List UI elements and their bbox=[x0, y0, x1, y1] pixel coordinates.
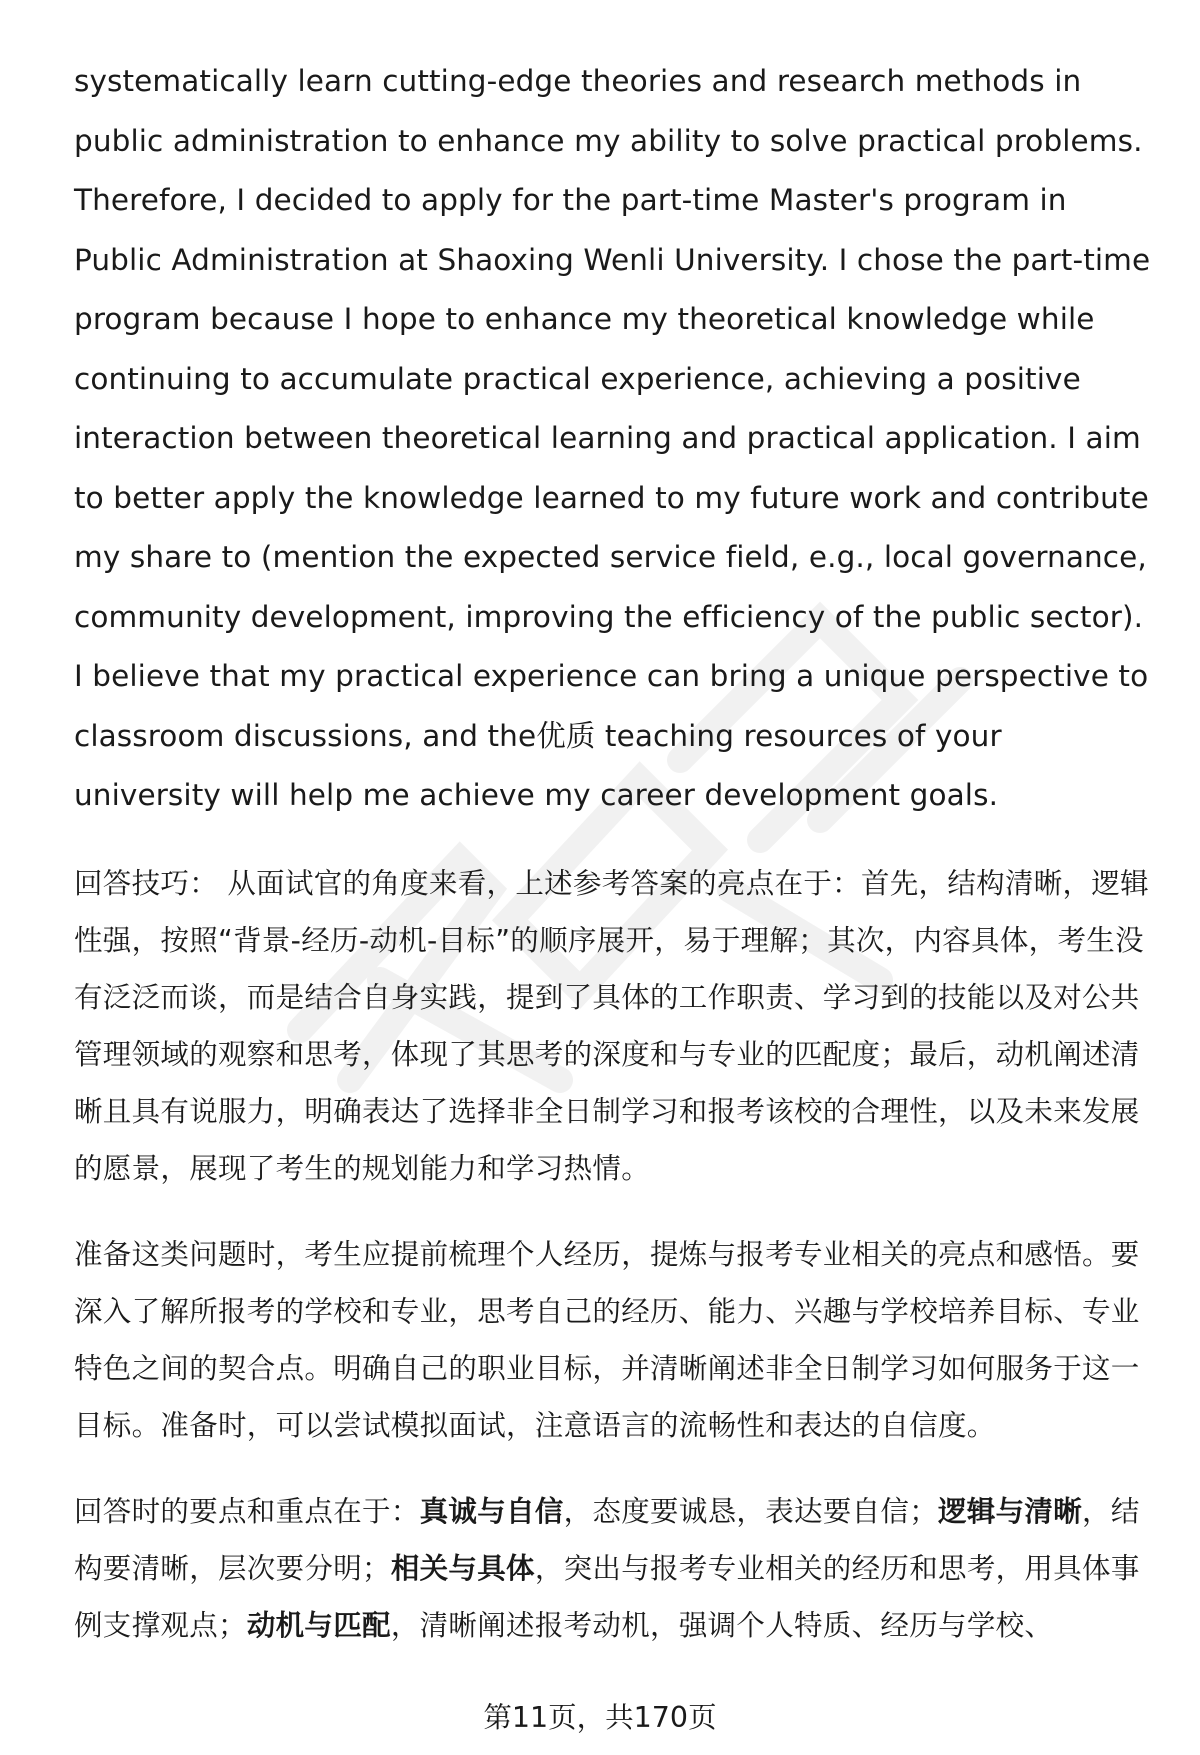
paragraph-key-points bbox=[74, 1483, 1154, 1654]
key-point-logic-text: ，结构要清晰，层次要分明； bbox=[74, 1494, 1140, 1585]
paragraph-preparation-advice: 准备这类问题时，考生应提前梳理个人经历，提炼与报考专业相关的亮点和感悟。要深入了解所报考的学校和专业，思考自己的经历、能力、兴趣与学校培养目标、专业特色之间的契合点。明确自己的职业目标，并清晰阐述非全日制学习如何服务于这一目标。准备时，可以尝试模拟面试，注意语言的流畅性和表达的自信度。 bbox=[74, 1237, 1140, 1442]
key-point-logic: 逻辑与清晰 bbox=[938, 1494, 1083, 1528]
key-point-relevance: 相关与具体 bbox=[390, 1551, 535, 1585]
key-point-motivation: 动机与匹配 bbox=[246, 1608, 391, 1642]
key-point-sincerity: 真诚与自信 bbox=[419, 1494, 564, 1528]
document-body bbox=[74, 52, 1154, 1654]
key-point-relevance-text: ，突出与报考专业相关的经历和思考，用具体事例支撑观点； bbox=[74, 1551, 1140, 1642]
key-point-motivation-text: ，清晰阐述报考动机，强调个人特质、经历与学校、 bbox=[390, 1608, 1054, 1642]
key-point-sincerity-text: ，态度要诚恳，表达要自信； bbox=[563, 1494, 939, 1528]
key-points-intro: 回答时的要点和重点在于： bbox=[74, 1494, 420, 1528]
paragraph-answer-continuation: systematically learn cutting-edge theories and research methods in public administration to enhance my ability to solve practical problems. Therefore, I decided to apply for the part-time Master's program in Public Administration at Shaoxing Wenli University. I chose the part-time program because I hope to enhance my theoretical knowledge while continuing to accumulate practical experience, achieving a positive interaction between theoretical learning and practical application. I aim to better apply the knowledge learned to my future work and contribute my share to (mention the expected service field, e.g., local governance, community development, improving the efficiency of the public sector). I believe that my practical experience can bring a unique perspective to classroom discussions, and the优质 teaching resources of your university will help me achieve my career development goals. bbox=[74, 64, 1151, 812]
page-number-footer: 第11页，共170页 bbox=[483, 1701, 717, 1734]
paragraph-answer-tips: 回答技巧： 从面试官的角度来看，上述参考答案的亮点在于：首先，结构清晰，逻辑性强，按照“背景-经历-动机-目标”的顺序展开，易于理解；其次，内容具体，考生没有泛泛而谈，而是结合自身实践，提到了具体的工作职责、学习到的技能以及对公共管理领域的观察和思考，体现了其思考的深度和与专业的匹配度；最后，动机阐述清晰且具有说服力，明确表达了选择非全日制学习和报考该校的合理性，以及未来发展的愿景，展现了考生的规划能力和学习热情。 bbox=[74, 866, 1149, 1185]
